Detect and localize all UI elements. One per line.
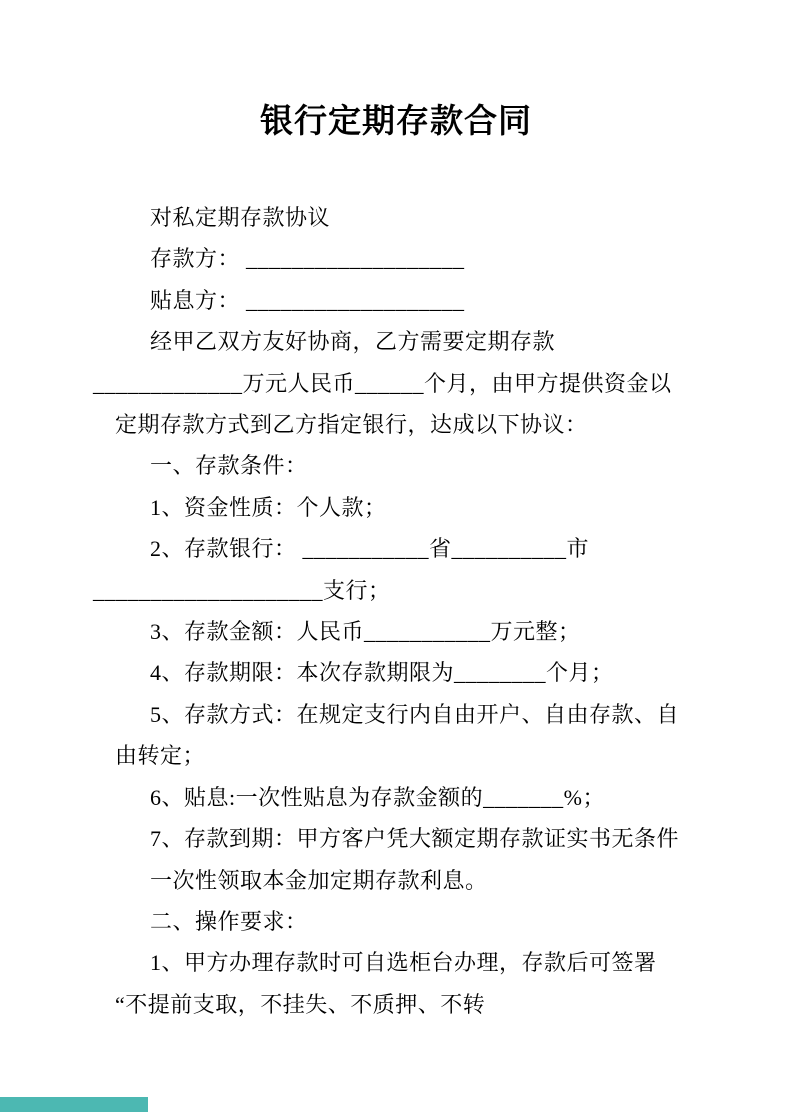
doc-line-item-2: 2、存款银行： ___________省__________市 [150,536,590,562]
doc-line-agreement-heading: 对私定期存款协议 [150,205,331,230]
doc-line-item-3: 3、存款金额：人民币___________万元整； [150,619,581,645]
doc-title: 银行定期存款合同 [260,104,532,140]
doc-line-preamble-3: 定期存款方式到乙方指定银行，达成以下协议： [115,412,588,438]
doc-line-discounter-blank: 贴息方： ___________________ [150,287,465,313]
doc-line-item-7-cont: 一次性领取本金加定期存款利息。 [150,867,488,893]
bottom-left-teal-bar [0,1097,148,1112]
doc-line-item-2-cont: ____________________支行； [93,577,391,603]
doc-line-item-7: 7、存款到期：甲方客户凭大额定期存款证实书无条件 [150,826,680,852]
doc-body [0,197,792,1025]
doc-line-item-1: 1、资金性质：个人款； [150,494,387,520]
doc-line-section-2-item-1: 1、甲方办理存款时可自选柜台办理，存款后可签署 [150,950,657,976]
doc-line-depositor-blank: 存款方： ___________________ [150,246,465,272]
doc-line-item-6: 6、贴息:一次性贴息为存款金额的_______%； [150,784,605,810]
doc-line-preamble-2: _____________万元人民币______个月，由甲方提供资金以 [93,370,672,396]
doc-line-item-4: 4、存款期限：本次存款期限为________个月； [150,660,614,686]
doc-line-section-2-item-1-cont: “不提前支取，不挂失、不质押、不转 [115,991,486,1017]
doc-line-item-5: 5、存款方式：在规定支行内自由开户、自由存款、自 [150,701,680,727]
doc-line-preamble-1: 经甲乙双方友好协商，乙方需要定期存款 [150,329,556,355]
doc-line-section-1-heading: 一、存款条件： [150,453,308,479]
doc-line-item-5-cont: 由转定； [115,743,206,769]
doc-line-section-2-heading: 二、操作要求： [150,908,308,934]
